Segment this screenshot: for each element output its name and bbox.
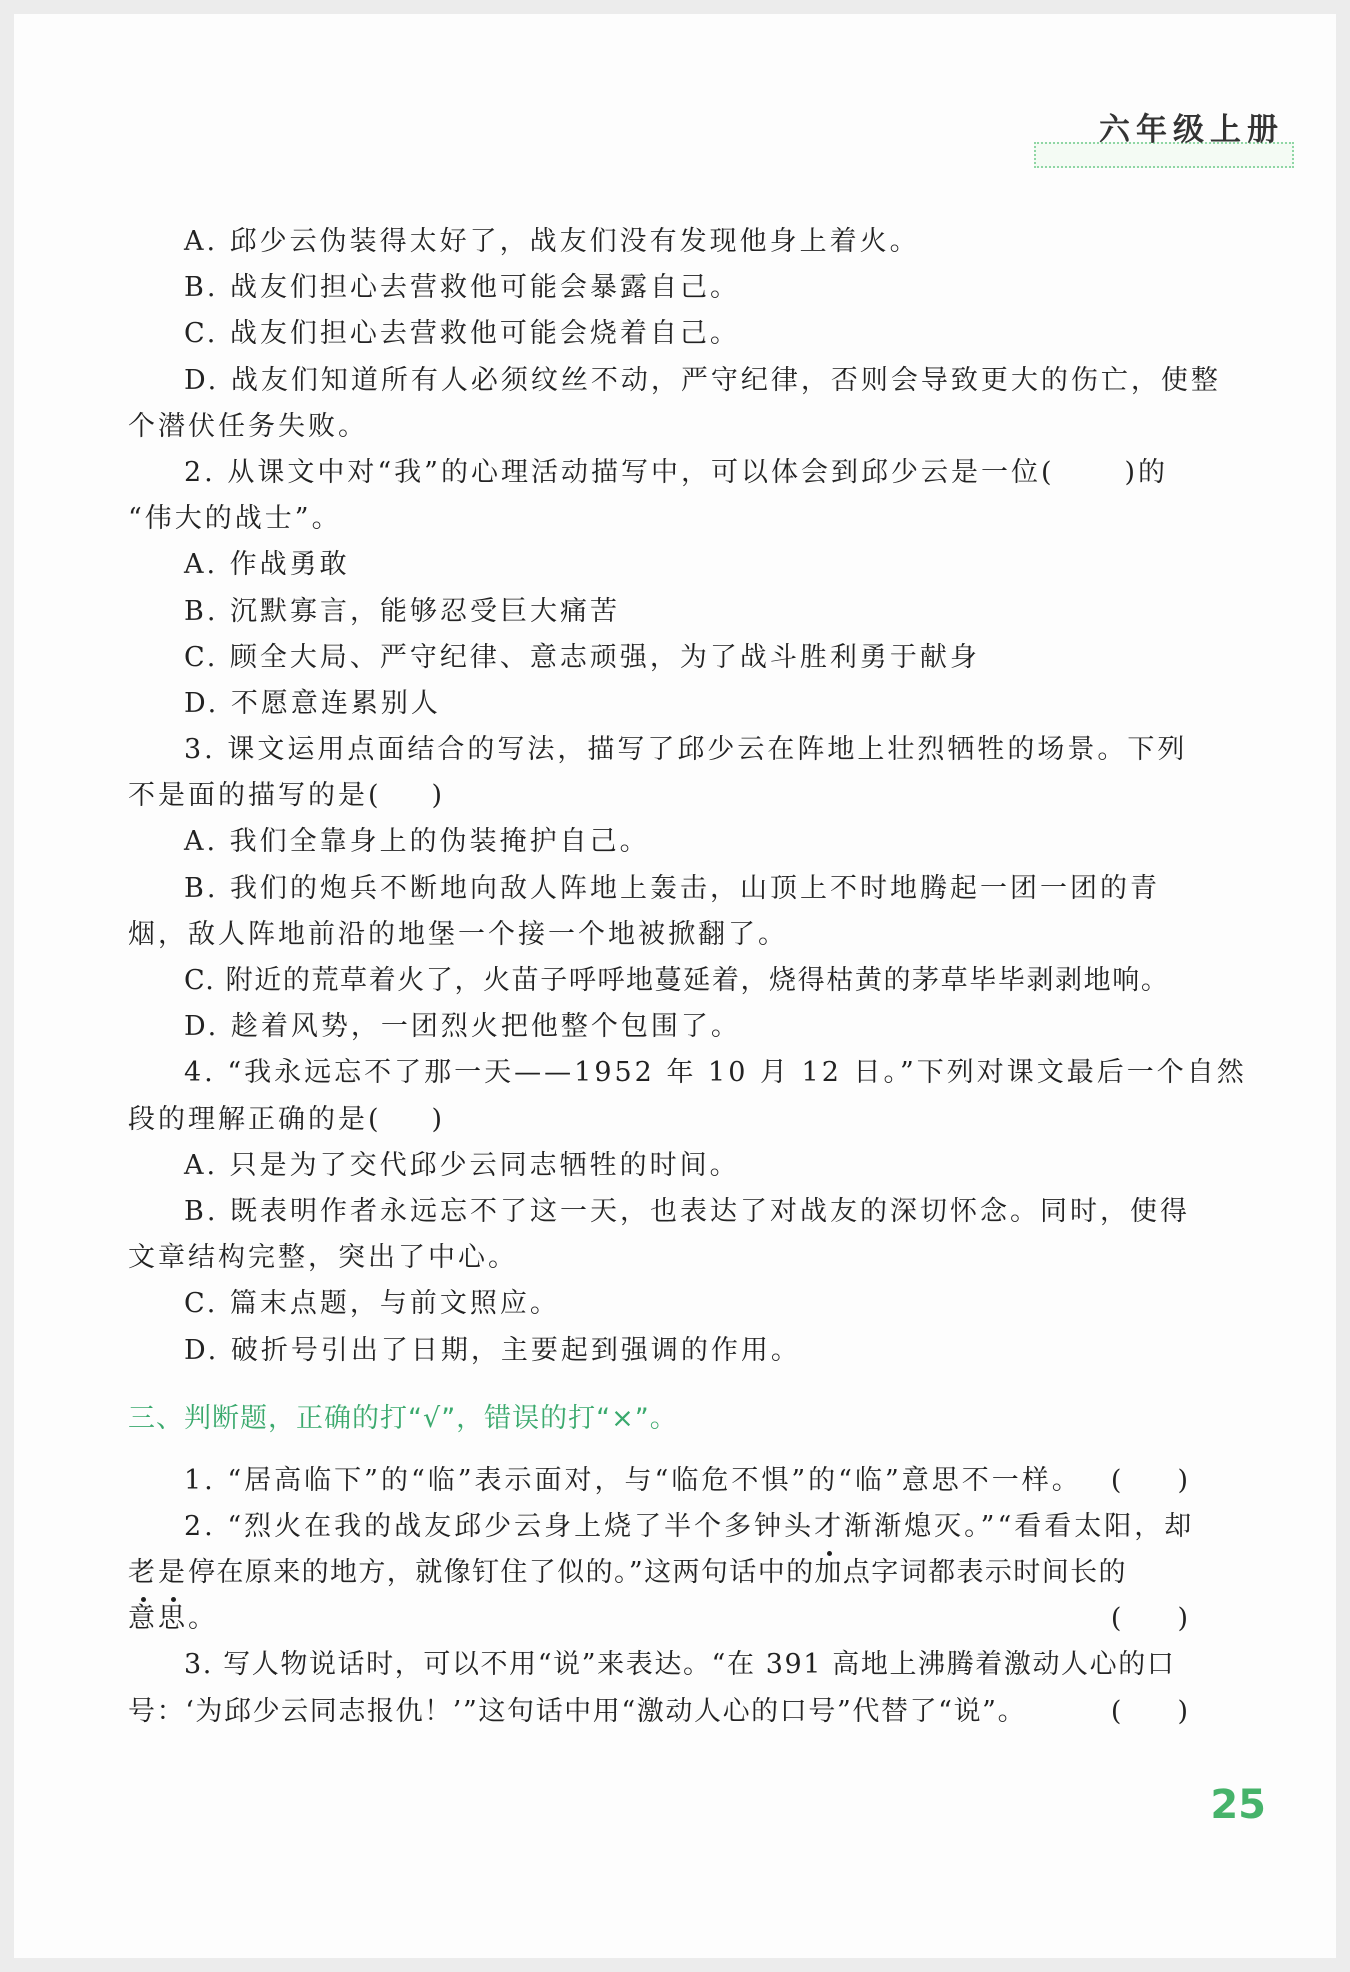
q1-option-d: D. 战友们知道所有人必须纹丝不动，严守纪律，否则会导致更大的伤亡，使整 [184, 364, 1221, 396]
q2-option-d: D. 不愿意连累别人 [184, 687, 441, 719]
q4-option-a: A. 只是为了交代邱少云同志牺牲的时间。 [184, 1149, 740, 1181]
tf-question-1 [128, 1458, 1188, 1504]
tf-question-3: 3. 写人物说话时，可以不用“说”来表达。“在 391 高地上沸腾着激动人心的口 [184, 1649, 1176, 1681]
emphasis-char: 是 [158, 1557, 188, 1589]
paren-close: ) [1177, 1603, 1188, 1635]
paren-open: ( [1110, 1695, 1122, 1727]
tf-q2-text-d: 意思。 [128, 1603, 218, 1635]
q4-stem-cont [128, 1097, 1188, 1143]
q3-option-d: D. 趁着风势，一团烈火把他整个包围了。 [184, 1011, 741, 1043]
grade-label: 六年级上册 [1099, 112, 1284, 148]
tf-question-3-cont [128, 1689, 1188, 1735]
q2-stem [128, 450, 1188, 496]
q3-option-b-cont: 烟，敌人阵地前沿的地堡一个接一个地被掀翻了。 [128, 918, 788, 950]
section-3-heading: 三、判断题，正确的打“√”，错误的打“×”。 [128, 1402, 678, 1434]
q4-stem: 4. “我永远忘不了那一天——1952 年 10 月 12 日。”下列对课文最后一个自然 [184, 1057, 1247, 1089]
tf-q1-text: 1. “居高临下”的“临”表示面对，与“临危不惧”的“临”意思不一样。 [184, 1464, 1082, 1496]
q3-stem-text: 不是面的描写的是( [128, 780, 382, 812]
q1-option-d-cont: 个潜伏任务失败。 [128, 410, 368, 442]
q1-option-c: C. 战友们担心去营救他可能会烧着自己。 [184, 318, 740, 350]
q4-option-c: C. 篇末点题，与前文照应。 [184, 1288, 560, 1320]
q4-option-b: B. 既表明作者永远忘不了这一天，也表达了对战友的深切怀念。同时，使得 [184, 1195, 1191, 1227]
q4-stem-text: 段的理解正确的是( [128, 1103, 382, 1135]
tf-q1-answer-box[interactable] [1111, 1458, 1188, 1504]
q2-stem-end: )的 [1124, 456, 1169, 488]
tf-question-2-end [128, 1596, 1188, 1642]
tf-q3-answer-box[interactable] [1111, 1689, 1188, 1735]
q2-stem-text: 2. 从课文中对“我”的心理活动描写中，可以体会到邱少云是一位( [184, 456, 1055, 488]
q2-option-c: C. 顾全大局、严守纪律、意志顽强，为了战斗胜利勇于献身 [184, 641, 980, 673]
q4-stem-end: ) [431, 1103, 446, 1135]
q2-option-b: B. 沉默寡言，能够忍受巨大痛苦 [184, 595, 621, 627]
tf-q2-answer-box[interactable] [1111, 1596, 1188, 1642]
tf-q2-text-c: 停在原来的地方，就像钉住了似的。”这两句话中的加点字词都表示时间长的 [188, 1557, 1127, 1589]
page-number: 25 [1210, 1782, 1266, 1828]
textbook-page [14, 14, 1336, 1958]
tf-q2-text-b: 渐渐熄灭。”“看看太阳，却 [844, 1510, 1195, 1542]
tf-q2-text-a: 2. “烈火在我的战友邱少云身上烧了半个多钟头 [184, 1510, 815, 1542]
q3-stem-cont [128, 773, 1188, 819]
paren-open: ( [1110, 1464, 1122, 1496]
q4-option-b-cont: 文章结构完整，突出了中心。 [128, 1242, 518, 1274]
paren-open: ( [1110, 1603, 1122, 1635]
tf-question-2-cont [128, 1550, 1188, 1596]
q4-option-d: D. 破折号引出了日期，主要起到强调的作用。 [184, 1334, 801, 1366]
q3-option-b: B. 我们的炮兵不断地向敌人阵地上轰击，山顶上不时地腾起一团一团的青 [184, 872, 1161, 904]
q1-option-a: A. 邱少云伪装得太好了，战友们没有发现他身上着火。 [184, 226, 920, 257]
exercise-content [128, 219, 1247, 1735]
emphasis-char: 才 [814, 1510, 845, 1542]
q2-option-a: A. 作战勇敢 [184, 549, 350, 581]
q3-option-c: C. 附近的荒草着火了，火苗子呼呼地蔓延着，烧得枯黄的茅草毕毕剥剥地响。 [184, 965, 1170, 996]
tf-q3-text: 号：‘为邱少云同志报仇！’”这句话中用“激动人心的口号”代替了“说”。 [128, 1695, 1027, 1727]
tf-question-2 [128, 1504, 1195, 1550]
emphasis-char: 老 [128, 1557, 158, 1589]
q2-stem-cont: “伟大的战士”。 [128, 503, 342, 535]
paren-close: ) [1177, 1695, 1188, 1727]
q3-stem: 3. 课文运用点面结合的写法，描写了邱少云在阵地上壮烈牺牲的场景。下列 [184, 734, 1188, 766]
grade-header [1034, 104, 1294, 168]
q3-option-a: A. 我们全靠身上的伪装掩护自己。 [184, 826, 650, 858]
q1-option-b: B. 战友们担心去营救他可能会暴露自己。 [184, 272, 741, 304]
q3-stem-end: ) [431, 780, 446, 812]
paren-close: ) [1177, 1464, 1188, 1496]
